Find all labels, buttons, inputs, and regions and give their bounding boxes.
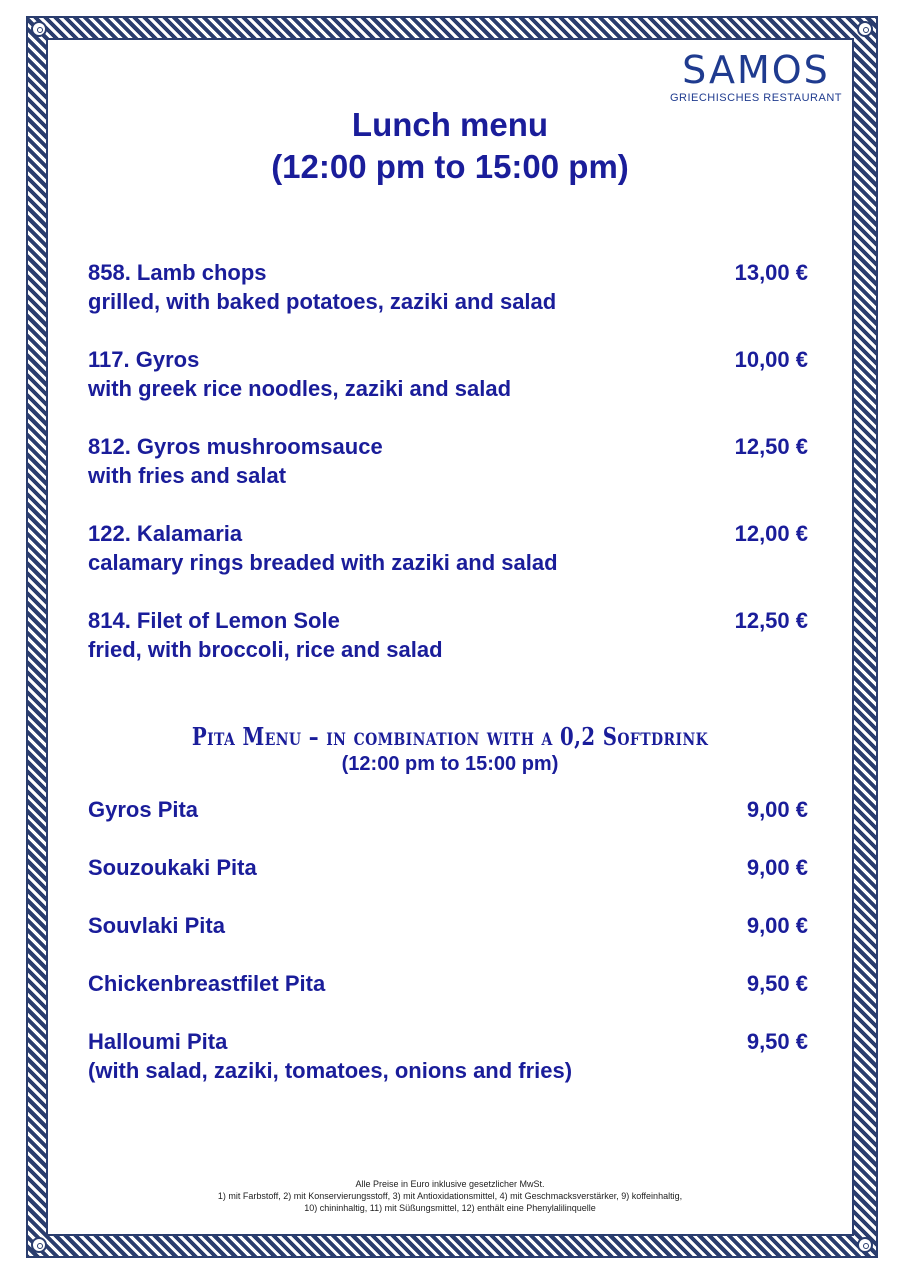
item-price: 9,00 € [746, 855, 808, 880]
footer-line-2: 1) mit Farbstoff, 2) mit Konservierungsstoff, 3) mit Antioxidationsmittel, 4) mit Geschmacksverstärker, 9) koffeinhaltig, [217, 1191, 683, 1201]
corner-ornament-icon [31, 1237, 47, 1253]
item-name: 812. Gyros mushroomsauce [88, 434, 383, 459]
item-price: 10,00 € [734, 347, 808, 372]
item-name: 858. Lamb chops [88, 260, 267, 285]
item-description: calamary rings breaded with zaziki and salad [88, 550, 558, 575]
item-price: 12,50 € [734, 608, 808, 633]
menu-item [88, 432, 808, 490]
pita-item [88, 969, 808, 998]
item-description: with greek rice noodles, zaziki and salad [88, 376, 512, 401]
lunch-items-list [88, 258, 808, 693]
menu-item [88, 606, 808, 664]
title-line-1: Lunch menu [351, 106, 549, 143]
pita-section-header [0, 722, 900, 776]
menu-item [88, 258, 808, 316]
title-line-2: (12:00 pm to 15:00 pm) [271, 148, 629, 185]
item-price: 13,00 € [734, 260, 808, 285]
page-title [0, 104, 900, 188]
item-name: 814. Filet of Lemon Sole [88, 608, 340, 633]
item-name: Souvlaki Pita [88, 913, 225, 938]
footer-notes [0, 1178, 900, 1214]
item-description: fried, with broccoli, rice and salad [88, 637, 443, 662]
item-price: 12,00 € [734, 521, 808, 546]
pita-section-title: Pita Menu – in combination with a 0,2 Softdrink [191, 722, 709, 751]
pita-item [88, 911, 808, 940]
item-name: Chickenbreastfilet Pita [88, 971, 326, 996]
corner-ornament-icon [31, 21, 47, 37]
pita-item [88, 1027, 808, 1085]
item-description: with fries and salat [88, 463, 287, 488]
corner-ornament-icon [857, 21, 873, 37]
item-name: 122. Kalamaria [88, 521, 243, 546]
item-name: Halloumi Pita [88, 1029, 228, 1054]
item-price: 9,50 € [746, 1029, 808, 1054]
pita-items-list [88, 795, 808, 1114]
pita-item [88, 853, 808, 882]
item-price: 12,50 € [734, 434, 808, 459]
menu-item [88, 519, 808, 577]
item-name: Gyros Pita [88, 797, 199, 822]
footer-line-3: 10) chininhaltig, 11) mit Süßungsmittel, 12) enthält eine Phenylalilinquelle [304, 1203, 596, 1213]
menu-item [88, 345, 808, 403]
item-description: (with salad, zaziki, tomatoes, onions and fries) [88, 1058, 573, 1083]
pita-section-time: (12:00 pm to 15:00 pm) [341, 753, 559, 775]
item-price: 9,00 € [746, 913, 808, 938]
item-price: 9,00 € [746, 797, 808, 822]
pita-item [88, 795, 808, 824]
footer-line-1: Alle Preise in Euro inklusive gesetzlicher MwSt. [355, 1179, 545, 1189]
logo-subtitle: GRIECHISCHES RESTAURANT [669, 92, 842, 104]
item-name: 117. Gyros [88, 347, 200, 372]
logo-name: SAMOS [682, 48, 830, 92]
item-price: 9,50 € [746, 971, 808, 996]
item-name: Souzoukaki Pita [88, 855, 257, 880]
corner-ornament-icon [857, 1237, 873, 1253]
item-description: grilled, with baked potatoes, zaziki and salad [88, 289, 557, 314]
samos-logo [670, 50, 842, 104]
